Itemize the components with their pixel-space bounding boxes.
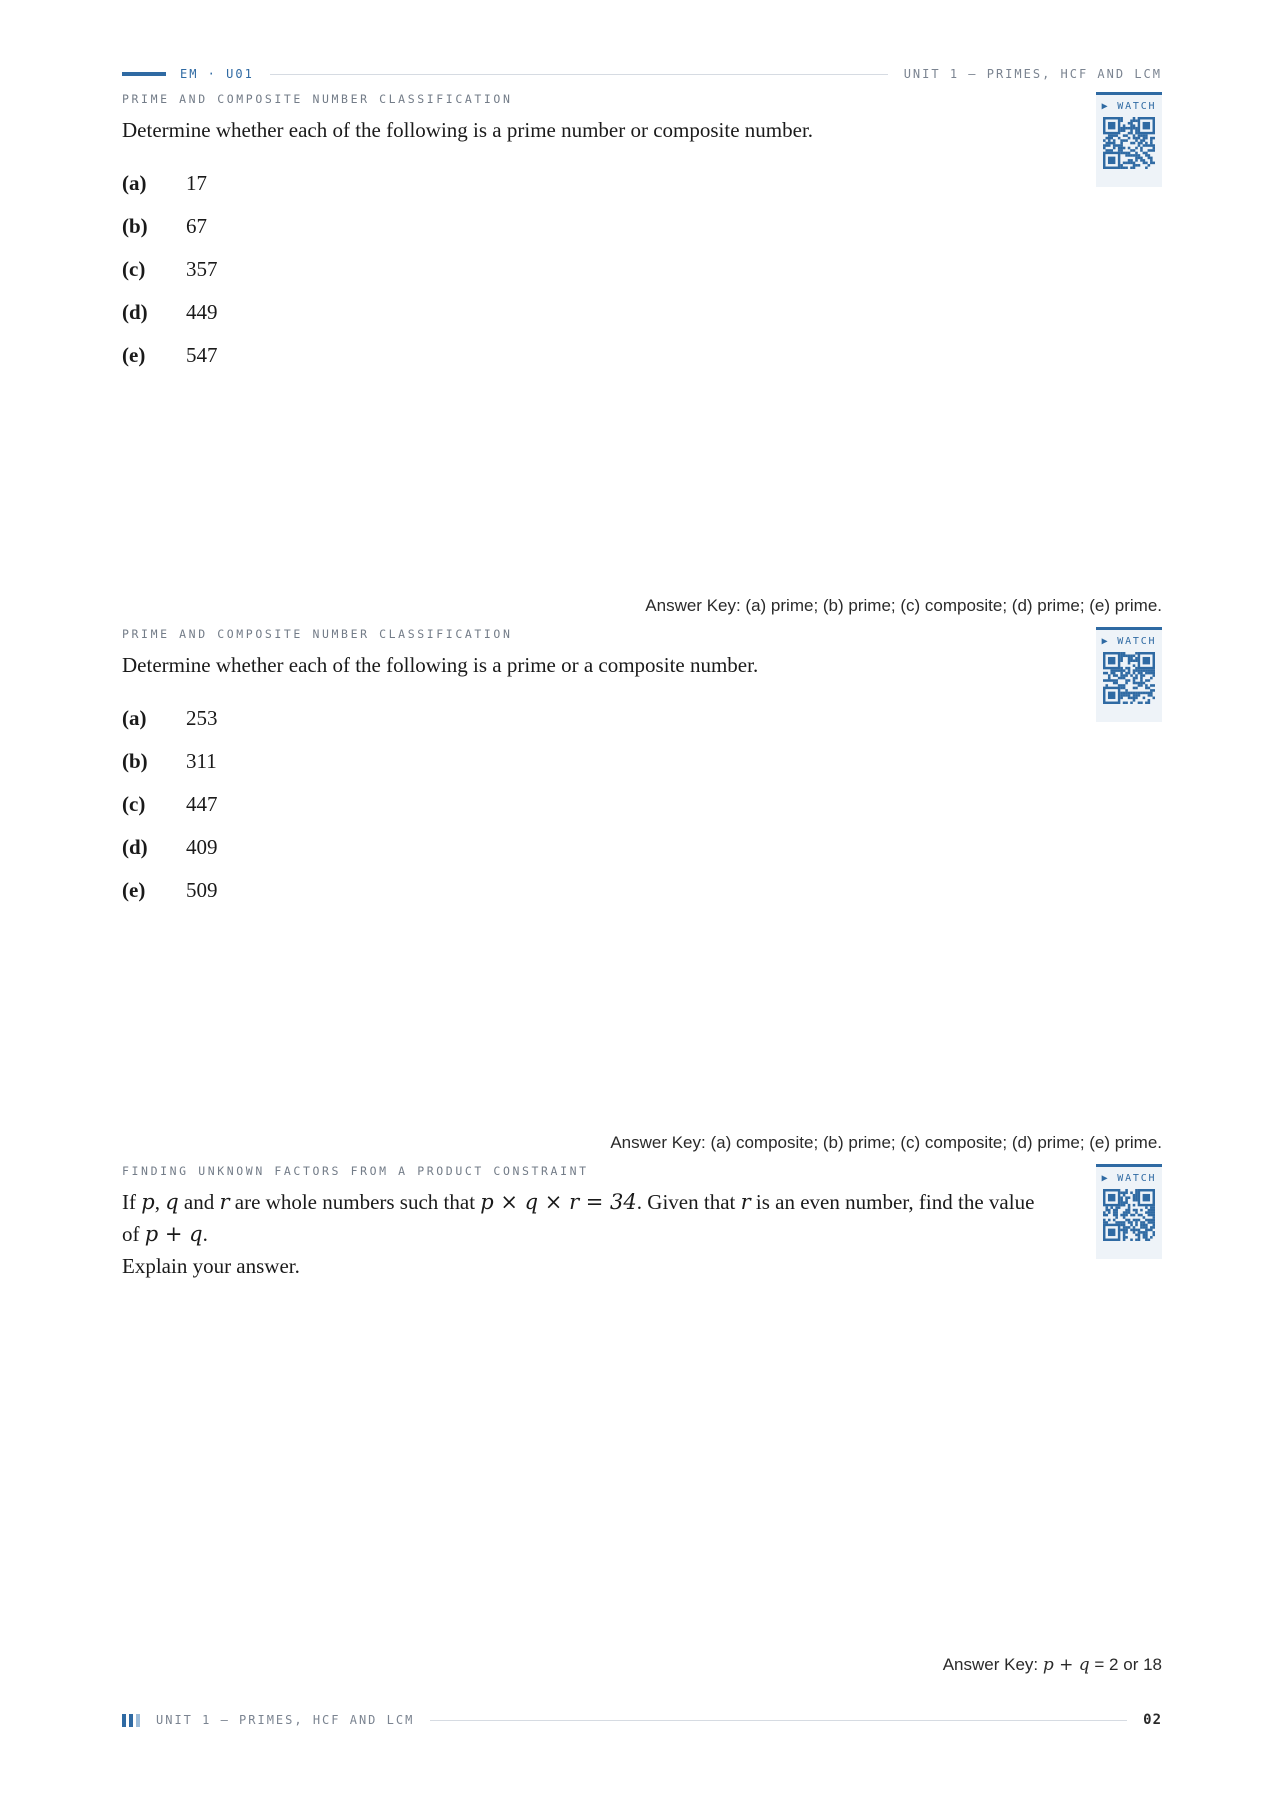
- text-run: ,: [154, 1190, 166, 1214]
- part-label: (b): [122, 214, 148, 238]
- question-part: [122, 697, 1162, 740]
- part-label: (a): [122, 706, 147, 730]
- header-rule: [270, 74, 888, 75]
- answer-key: Answer Key: (a) composite; (b) prime; (c) composite; (d) prime; (e) prime.: [610, 1133, 1162, 1152]
- question-part: [122, 869, 1162, 912]
- question-part: [122, 162, 1162, 205]
- question-part: [122, 740, 1162, 783]
- math-variable: q: [165, 1190, 179, 1214]
- watch-video-link[interactable]: [1096, 627, 1162, 722]
- part-label: (e): [122, 878, 146, 902]
- text-run: are whole numbers such that: [229, 1190, 481, 1214]
- math-variable: p: [141, 1190, 155, 1214]
- footer-rule: [430, 1720, 1127, 1721]
- part-value: 509: [186, 878, 218, 902]
- question-part: [122, 334, 1162, 377]
- running-footer: [122, 1710, 1162, 1730]
- math-variable: r: [219, 1190, 230, 1214]
- qr-code-icon: [1103, 117, 1155, 169]
- text-run: If: [122, 1190, 142, 1214]
- part-label: (d): [122, 835, 148, 859]
- math-variable: r: [740, 1190, 751, 1214]
- question-text: Determine whether each of the following is a prime number or composite number.: [122, 118, 814, 142]
- part-label: (c): [122, 792, 146, 816]
- footer-bars-icon: [122, 1714, 140, 1727]
- answer-key-prefix: Answer Key:: [942, 1655, 1043, 1674]
- part-value: 449: [186, 300, 218, 324]
- text-run: and: [178, 1190, 220, 1214]
- part-label: (a): [122, 171, 147, 195]
- math-equation: p × q × r = 34: [480, 1190, 637, 1214]
- question-part: [122, 205, 1162, 248]
- question-tag: PRIME AND COMPOSITE NUMBER CLASSIFICATION: [122, 627, 513, 641]
- running-header: [122, 64, 1162, 84]
- question-part: [122, 248, 1162, 291]
- question-text: [122, 1186, 1052, 1282]
- question-3: [122, 1164, 1162, 1282]
- question-part: [122, 826, 1162, 869]
- text-run: is an even number, find the value of: [122, 1190, 1035, 1246]
- part-value: 447: [186, 792, 218, 816]
- question-part: [122, 291, 1162, 334]
- footer-unit-title: UNIT 1 – PRIMES, HCF AND LCM: [156, 1713, 415, 1727]
- question-1: [122, 92, 1162, 377]
- watch-label: ▶ WATCH: [1101, 101, 1157, 112]
- text-run: . Given that: [636, 1190, 741, 1214]
- part-label: (e): [122, 343, 146, 367]
- math-expression: p + q: [144, 1222, 203, 1246]
- text-run: Explain your answer.: [122, 1254, 300, 1278]
- part-value: 253: [186, 706, 218, 730]
- header-accent-bar: [122, 72, 166, 76]
- part-value: 67: [186, 214, 207, 238]
- header-unit-title: UNIT 1 – PRIMES, HCF AND LCM: [903, 67, 1162, 81]
- part-label: (c): [122, 257, 146, 281]
- question-2: [122, 627, 1162, 912]
- question-part: [122, 783, 1162, 826]
- answer-key: [943, 1655, 1162, 1675]
- part-value: 409: [186, 835, 218, 859]
- part-value: 17: [186, 171, 207, 195]
- qr-code-icon: [1103, 652, 1155, 704]
- text-run: .: [202, 1222, 208, 1246]
- part-value: 547: [186, 343, 218, 367]
- answer-key-value: = 2 or 18: [1089, 1655, 1162, 1674]
- watch-label: ▶ WATCH: [1101, 636, 1157, 647]
- header-code: EM · U01: [180, 67, 254, 81]
- question-parts: [122, 162, 1162, 377]
- question-text: Determine whether each of the following is a prime or a composite number.: [122, 653, 759, 677]
- part-value: 357: [186, 257, 218, 281]
- question-parts: [122, 697, 1162, 912]
- watch-video-link[interactable]: [1096, 92, 1162, 187]
- part-value: 311: [186, 749, 217, 773]
- watch-label: ▶ WATCH: [1101, 1173, 1157, 1184]
- question-tag: PRIME AND COMPOSITE NUMBER CLASSIFICATION: [122, 92, 513, 106]
- question-tag: FINDING UNKNOWN FACTORS FROM A PRODUCT CONSTRAINT: [122, 1164, 589, 1178]
- qr-code-icon: [1103, 1189, 1155, 1241]
- answer-key: Answer Key: (a) prime; (b) prime; (c) composite; (d) prime; (e) prime.: [645, 596, 1162, 615]
- page-number: 02: [1143, 1712, 1162, 1728]
- answer-key-math: p + q: [1042, 1655, 1090, 1675]
- part-label: (b): [122, 749, 148, 773]
- watch-video-link[interactable]: [1096, 1164, 1162, 1259]
- part-label: (d): [122, 300, 148, 324]
